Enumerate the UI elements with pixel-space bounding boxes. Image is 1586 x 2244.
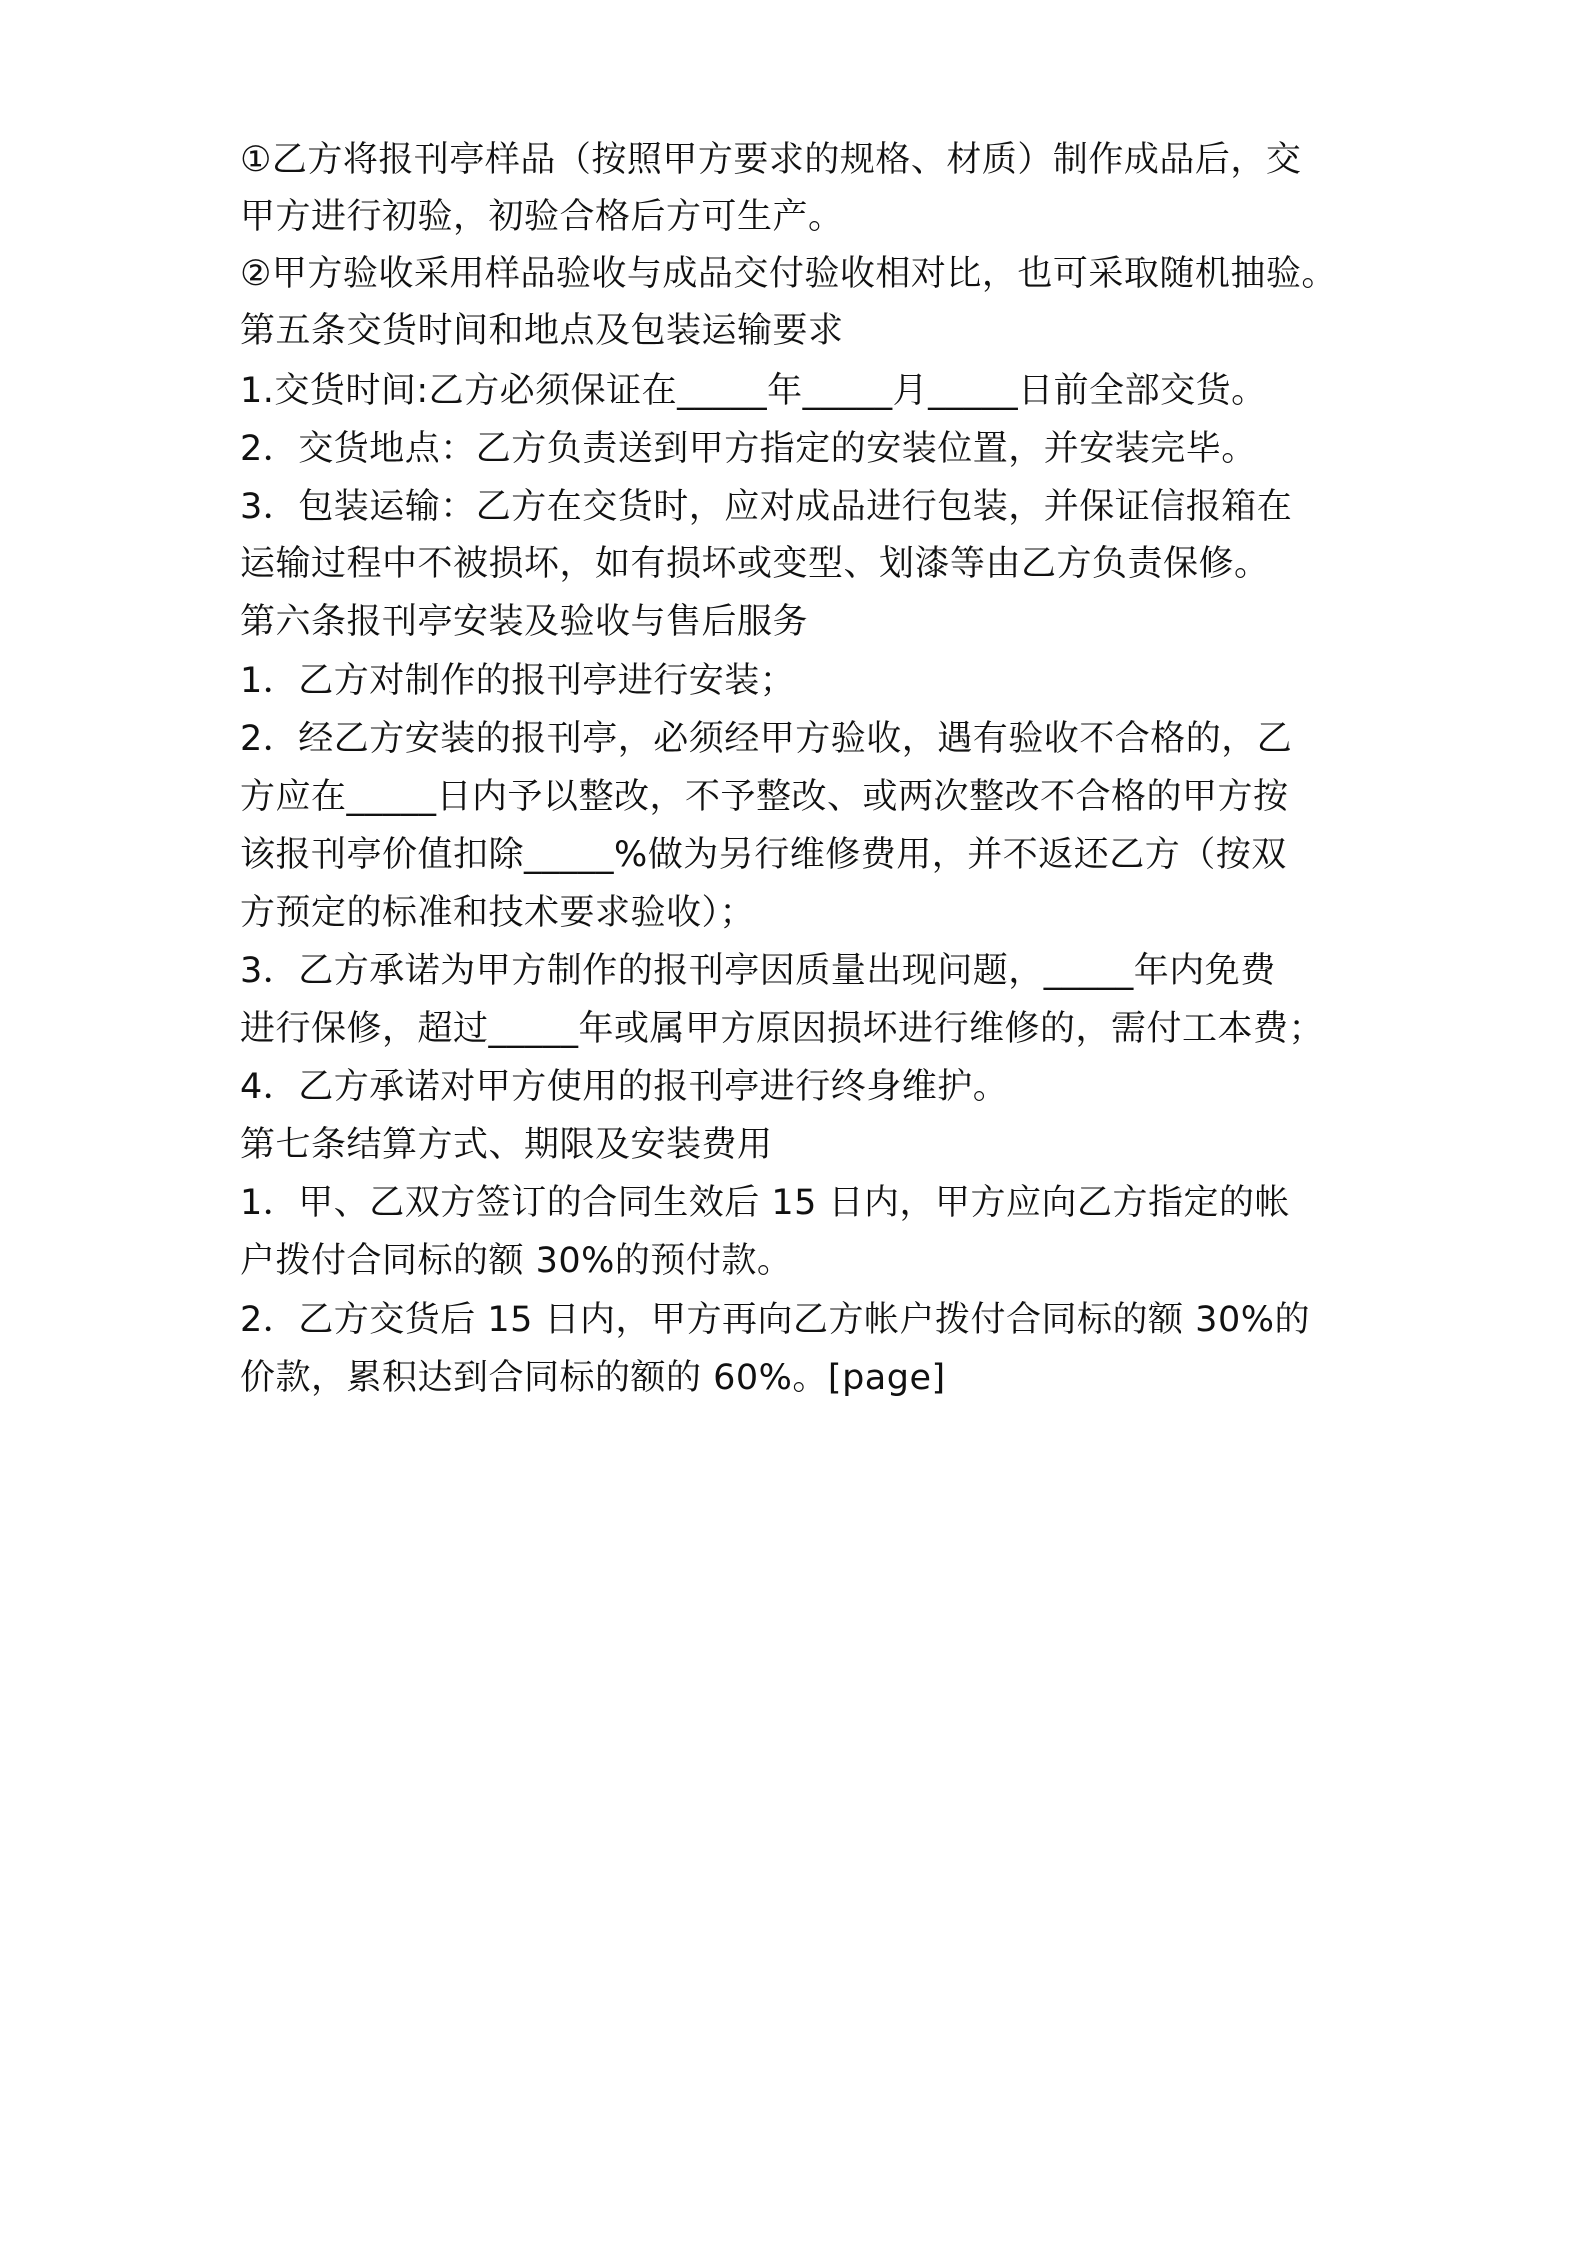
clause-7-item-1-line-2: 户拨付合同标的额 30%的预付款。 <box>240 1241 793 1281</box>
clause-5-item-3-line-1: 3．包装运输：乙方在交货时，应对成品进行包装，并保证信报箱在 <box>240 487 1293 527</box>
clause-6-item-1: 1．乙方对制作的报刊亭进行安装； <box>240 661 796 701</box>
clause-6-item-3-line-1: 3．乙方承诺为甲方制作的报刊亭因质量出现问题，_____年内免费 <box>240 951 1276 991</box>
clause-4-item-1-line-2: 甲方进行初验，初验合格后方可生产。 <box>240 197 844 237</box>
clause-6-item-2-line-2: 方应在_____日内予以整改，不予整改、或两次整改不合格的甲方按 <box>240 777 1289 817</box>
clause-6-item-2-line-1: 2．经乙方安装的报刊亭，必须经甲方验收，遇有验收不合格的，乙 <box>240 719 1293 759</box>
clause-5-item-3-line-2: 运输过程中不被损坏，如有损坏或变型、划漆等由乙方负责保修。 <box>240 544 1270 584</box>
clause-7-item-2-line-1: 2．乙方交货后 15 日内，甲方再向乙方帐户拨付合同标的额 30%的 <box>240 1300 1310 1340</box>
clause-5-item-1: 1.交货时间:乙方必须保证在_____年_____月_____日前全部交货。 <box>240 371 1267 411</box>
clause-5-item-2: 2．交货地点：乙方负责送到甲方指定的安装位置，并安装完毕。 <box>240 429 1257 469</box>
clause-6-item-2-line-4: 方预定的标准和技术要求验收）； <box>240 893 756 933</box>
clause-6-item-2-line-3: 该报刊亭价值扣除_____%做为另行维修费用，并不返还乙方（按双 <box>240 835 1287 875</box>
clause-7-item-2-line-2: 价款，累积达到合同标的额的 60%。[page] <box>240 1358 946 1398</box>
clause-7-item-1-line-1: 1．甲、乙双方签订的合同生效后 15 日内，甲方应向乙方指定的帐 <box>240 1183 1291 1223</box>
clause-6-heading: 第六条报刊亭安装及验收与售后服务 <box>240 602 809 642</box>
clause-4-item-1-line-1: ①乙方将报刊亭样品（按照甲方要求的规格、材质）制作成品后，交 <box>240 140 1302 180</box>
clause-6-item-4: 4．乙方承诺对甲方使用的报刊亭进行终身维护。 <box>240 1067 1009 1107</box>
clause-4-item-2: ②甲方验收采用样品验收与成品交付验收相对比，也可采取随机抽验。 <box>240 254 1337 294</box>
clause-5-heading: 第五条交货时间和地点及包装运输要求 <box>240 311 844 351</box>
clause-7-heading: 第七条结算方式、期限及安装费用 <box>240 1125 773 1165</box>
clause-6-item-3-line-2: 进行保修，超过_____年或属甲方原因损坏进行维修的，需付工本费； <box>240 1009 1325 1049</box>
